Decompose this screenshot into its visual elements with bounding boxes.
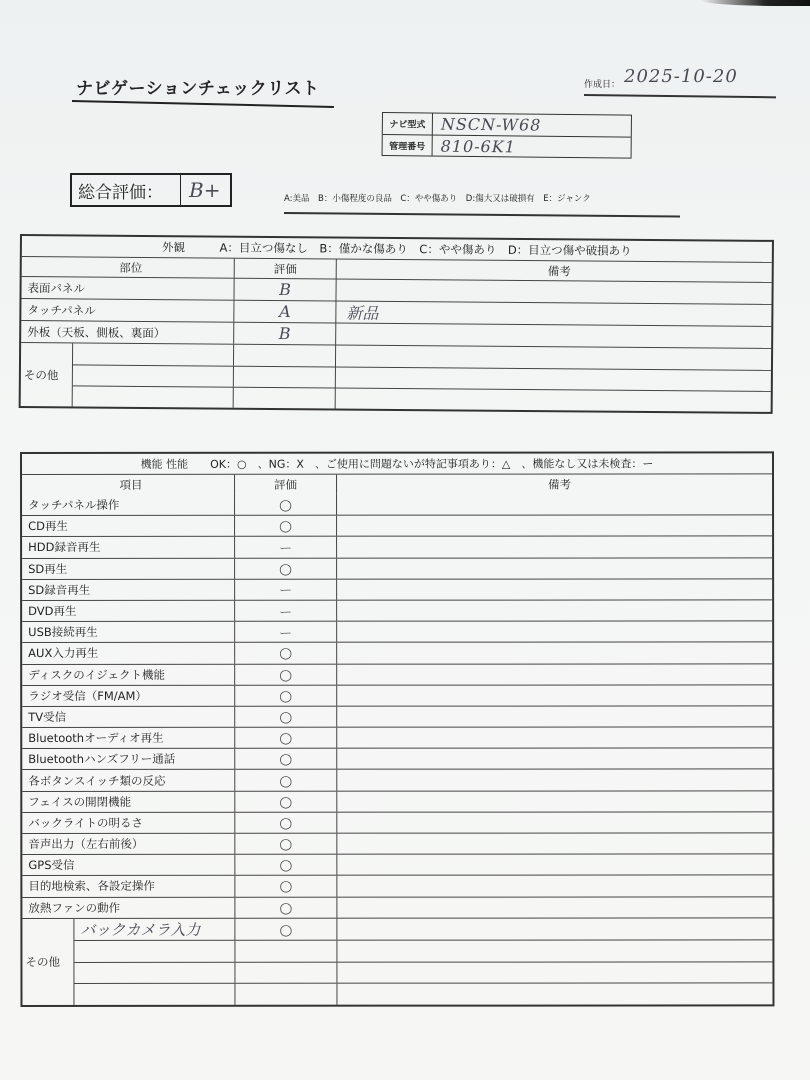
function-header-row <box>22 453 772 474</box>
note-field[interactable] <box>336 941 772 962</box>
note-field[interactable] <box>336 643 772 664</box>
table-row <box>22 790 772 812</box>
appearance-legend: 外観 A：目立つ傷なし B：僅かな傷あり C：やや傷あり D：目立つ傷や破損あり <box>162 240 632 258</box>
eval-field[interactable]: ー <box>234 622 336 642</box>
item-label: Bluetoothオーディオ再生 <box>28 731 164 746</box>
table-row <box>22 726 772 748</box>
note-field[interactable] <box>336 558 772 579</box>
note-field[interactable] <box>336 516 772 537</box>
note-field[interactable] <box>336 770 772 791</box>
note-field[interactable] <box>336 897 772 918</box>
other-item-field[interactable]: バックカメラ入力 <box>80 920 201 939</box>
part-label: 表面パネル <box>27 280 86 296</box>
eval-field[interactable]: ○ <box>234 897 336 917</box>
item-label: SD再生 <box>28 561 68 576</box>
table-row <box>22 705 772 727</box>
eval-field[interactable] <box>233 345 335 367</box>
note-field[interactable] <box>336 984 772 1005</box>
eval-field[interactable]: ○ <box>234 834 336 854</box>
table-row <box>22 832 772 854</box>
part-label: タッチパネル <box>27 302 96 318</box>
eval-field[interactable]: ○ <box>234 643 336 663</box>
appearance-table <box>19 234 774 414</box>
note-field[interactable] <box>336 855 772 876</box>
eval-field[interactable]: ー <box>234 537 336 557</box>
eval-field[interactable]: ○ <box>234 516 336 536</box>
table-row <box>22 515 772 537</box>
note-field[interactable] <box>335 367 771 390</box>
grade-legend: A:美品 B：小傷程度の良品 C：やや傷あり D:傷大又は破損有 E：ジャンク <box>284 194 591 204</box>
note-field[interactable]: 新品 <box>335 301 771 325</box>
model-row <box>383 113 631 137</box>
model-value-field[interactable]: NSCN-W68 <box>440 114 542 135</box>
table-row <box>22 642 772 664</box>
eval-field[interactable]: ○ <box>234 728 336 748</box>
control-number-label: 管理番号 <box>383 135 433 156</box>
eval-field[interactable]: ー <box>234 579 336 599</box>
note-field[interactable] <box>335 323 771 347</box>
item-label: 音声出力（左右前後） <box>28 836 144 852</box>
table-row <box>22 748 772 770</box>
function-column-headers <box>22 473 772 494</box>
table-row <box>22 896 772 918</box>
table-row <box>22 493 772 515</box>
item-label: タッチパネル操作 <box>28 497 120 512</box>
eval-field[interactable]: B <box>233 323 335 345</box>
note-field[interactable] <box>335 388 771 411</box>
col-eval: 評価 <box>234 475 336 494</box>
other-rows <box>73 343 771 411</box>
eval-field[interactable]: ○ <box>234 664 336 684</box>
table-row <box>22 536 772 558</box>
table-row <box>22 663 772 685</box>
function-legend: 機能 性能 OK：○ 、NG：X 、ご使用に問題ないが特記事項あり：△ 、機能なし又は未検査：ー <box>140 457 654 471</box>
table-row <box>22 578 772 600</box>
note-field[interactable] <box>335 345 771 369</box>
table-row <box>22 769 772 791</box>
eval-field[interactable]: ○ <box>234 791 336 811</box>
note-field[interactable] <box>336 664 772 685</box>
eval-field[interactable]: ○ <box>234 770 336 790</box>
col-note: 備考 <box>336 474 772 493</box>
note-field[interactable] <box>336 600 772 621</box>
item-label: 目的地検索、各設定操作 <box>28 879 155 894</box>
note-field[interactable] <box>336 727 772 748</box>
note-field[interactable] <box>336 791 772 812</box>
eval-field[interactable]: ー <box>234 601 336 621</box>
page-title: ナビゲーションチェックリスト <box>76 79 320 99</box>
table-row <box>22 684 772 706</box>
eval-field[interactable]: ○ <box>234 558 336 578</box>
table-row <box>22 854 772 876</box>
table-row <box>74 983 772 1005</box>
other-item-field[interactable] <box>74 984 234 1005</box>
table-row <box>74 940 772 962</box>
appearance-other-block <box>21 342 771 412</box>
eval-field[interactable]: ○ <box>234 876 336 896</box>
other-label: その他 <box>21 343 73 406</box>
note-field[interactable] <box>336 812 772 833</box>
item-label: ディスクのイジェクト機能 <box>28 667 166 682</box>
eval-field[interactable] <box>234 941 336 962</box>
other-item-field[interactable] <box>73 343 233 365</box>
part-label: 外板（天板、側板、裏面） <box>27 324 166 340</box>
eval-field[interactable] <box>234 984 336 1005</box>
note-field[interactable] <box>336 621 772 642</box>
note-field[interactable] <box>335 279 771 303</box>
overall-rating-value[interactable]: B+ <box>180 175 230 205</box>
note-field[interactable] <box>336 918 772 940</box>
date-label: 作成日： <box>584 80 621 90</box>
eval-field[interactable] <box>234 962 336 983</box>
eval-field[interactable]: ○ <box>234 855 336 875</box>
table-row <box>22 875 772 897</box>
eval-field[interactable]: ○ <box>234 707 336 727</box>
other-label: その他 <box>22 919 74 1005</box>
overall-rating-box <box>70 173 232 207</box>
col-note: 備考 <box>336 259 772 281</box>
function-table <box>20 451 774 1006</box>
note-field[interactable] <box>336 579 772 600</box>
eval-field[interactable]: A <box>233 301 335 323</box>
note-field[interactable] <box>336 706 772 727</box>
other-item-field[interactable] <box>74 941 234 962</box>
item-label: HDD録音再生 <box>28 540 101 555</box>
item-label: 放熱ファンの動作 <box>28 900 121 915</box>
item-label: GPS受信 <box>28 858 75 873</box>
item-label: DVD再生 <box>28 603 77 619</box>
eval-field[interactable]: ○ <box>234 813 336 833</box>
control-number-row <box>383 134 631 158</box>
other-item-field[interactable] <box>73 365 233 386</box>
other-rows <box>74 918 772 1005</box>
item-label: USB接続再生 <box>28 625 98 640</box>
table-row <box>74 918 772 940</box>
item-label: Bluetoothハンズフリー通話 <box>28 752 176 767</box>
control-number-field[interactable]: 810-6K1 <box>440 136 517 156</box>
date-value[interactable]: 2025-10-20 <box>624 66 738 87</box>
model-label: ナビ型式 <box>383 113 433 135</box>
other-item-field[interactable] <box>73 386 233 407</box>
col-eval: 評価 <box>234 259 336 279</box>
eval-field[interactable]: ○ <box>234 749 336 769</box>
note-field[interactable] <box>336 962 772 983</box>
table-row <box>22 811 772 833</box>
item-label: SD録音再生 <box>28 582 91 597</box>
eval-field[interactable]: B <box>233 279 335 301</box>
eval-field[interactable]: ○ <box>234 918 336 940</box>
model-info-table <box>382 112 632 159</box>
item-label: AUX入力再生 <box>28 646 99 661</box>
table-row <box>22 557 772 579</box>
item-label: TV受信 <box>28 709 67 724</box>
item-label: ラジオ受信（FM/AM） <box>28 688 147 703</box>
eval-field[interactable] <box>233 367 335 388</box>
note-field[interactable] <box>336 685 772 706</box>
col-part: 部位 <box>119 260 143 275</box>
note-field[interactable] <box>336 749 772 770</box>
note-field[interactable] <box>336 833 772 854</box>
table-row <box>74 961 772 983</box>
eval-field[interactable] <box>233 388 335 409</box>
function-other-block <box>22 917 772 1005</box>
table-row <box>22 599 772 621</box>
item-label: フェイスの開閉機能 <box>28 794 132 809</box>
item-label: CD再生 <box>28 519 68 534</box>
note-field[interactable] <box>336 537 772 558</box>
eval-field[interactable]: ○ <box>234 685 336 705</box>
col-item: 項目 <box>119 477 143 492</box>
item-label: バックライトの明るさ <box>28 815 143 830</box>
other-item-field[interactable] <box>74 963 234 984</box>
overall-rating-label: 総合評価： <box>78 182 163 203</box>
eval-field[interactable]: ○ <box>234 494 336 515</box>
table-row <box>22 620 772 642</box>
note-field[interactable] <box>336 493 772 515</box>
note-field[interactable] <box>336 876 772 897</box>
item-label: 各ボタンスイッチ類の反応 <box>28 773 166 788</box>
